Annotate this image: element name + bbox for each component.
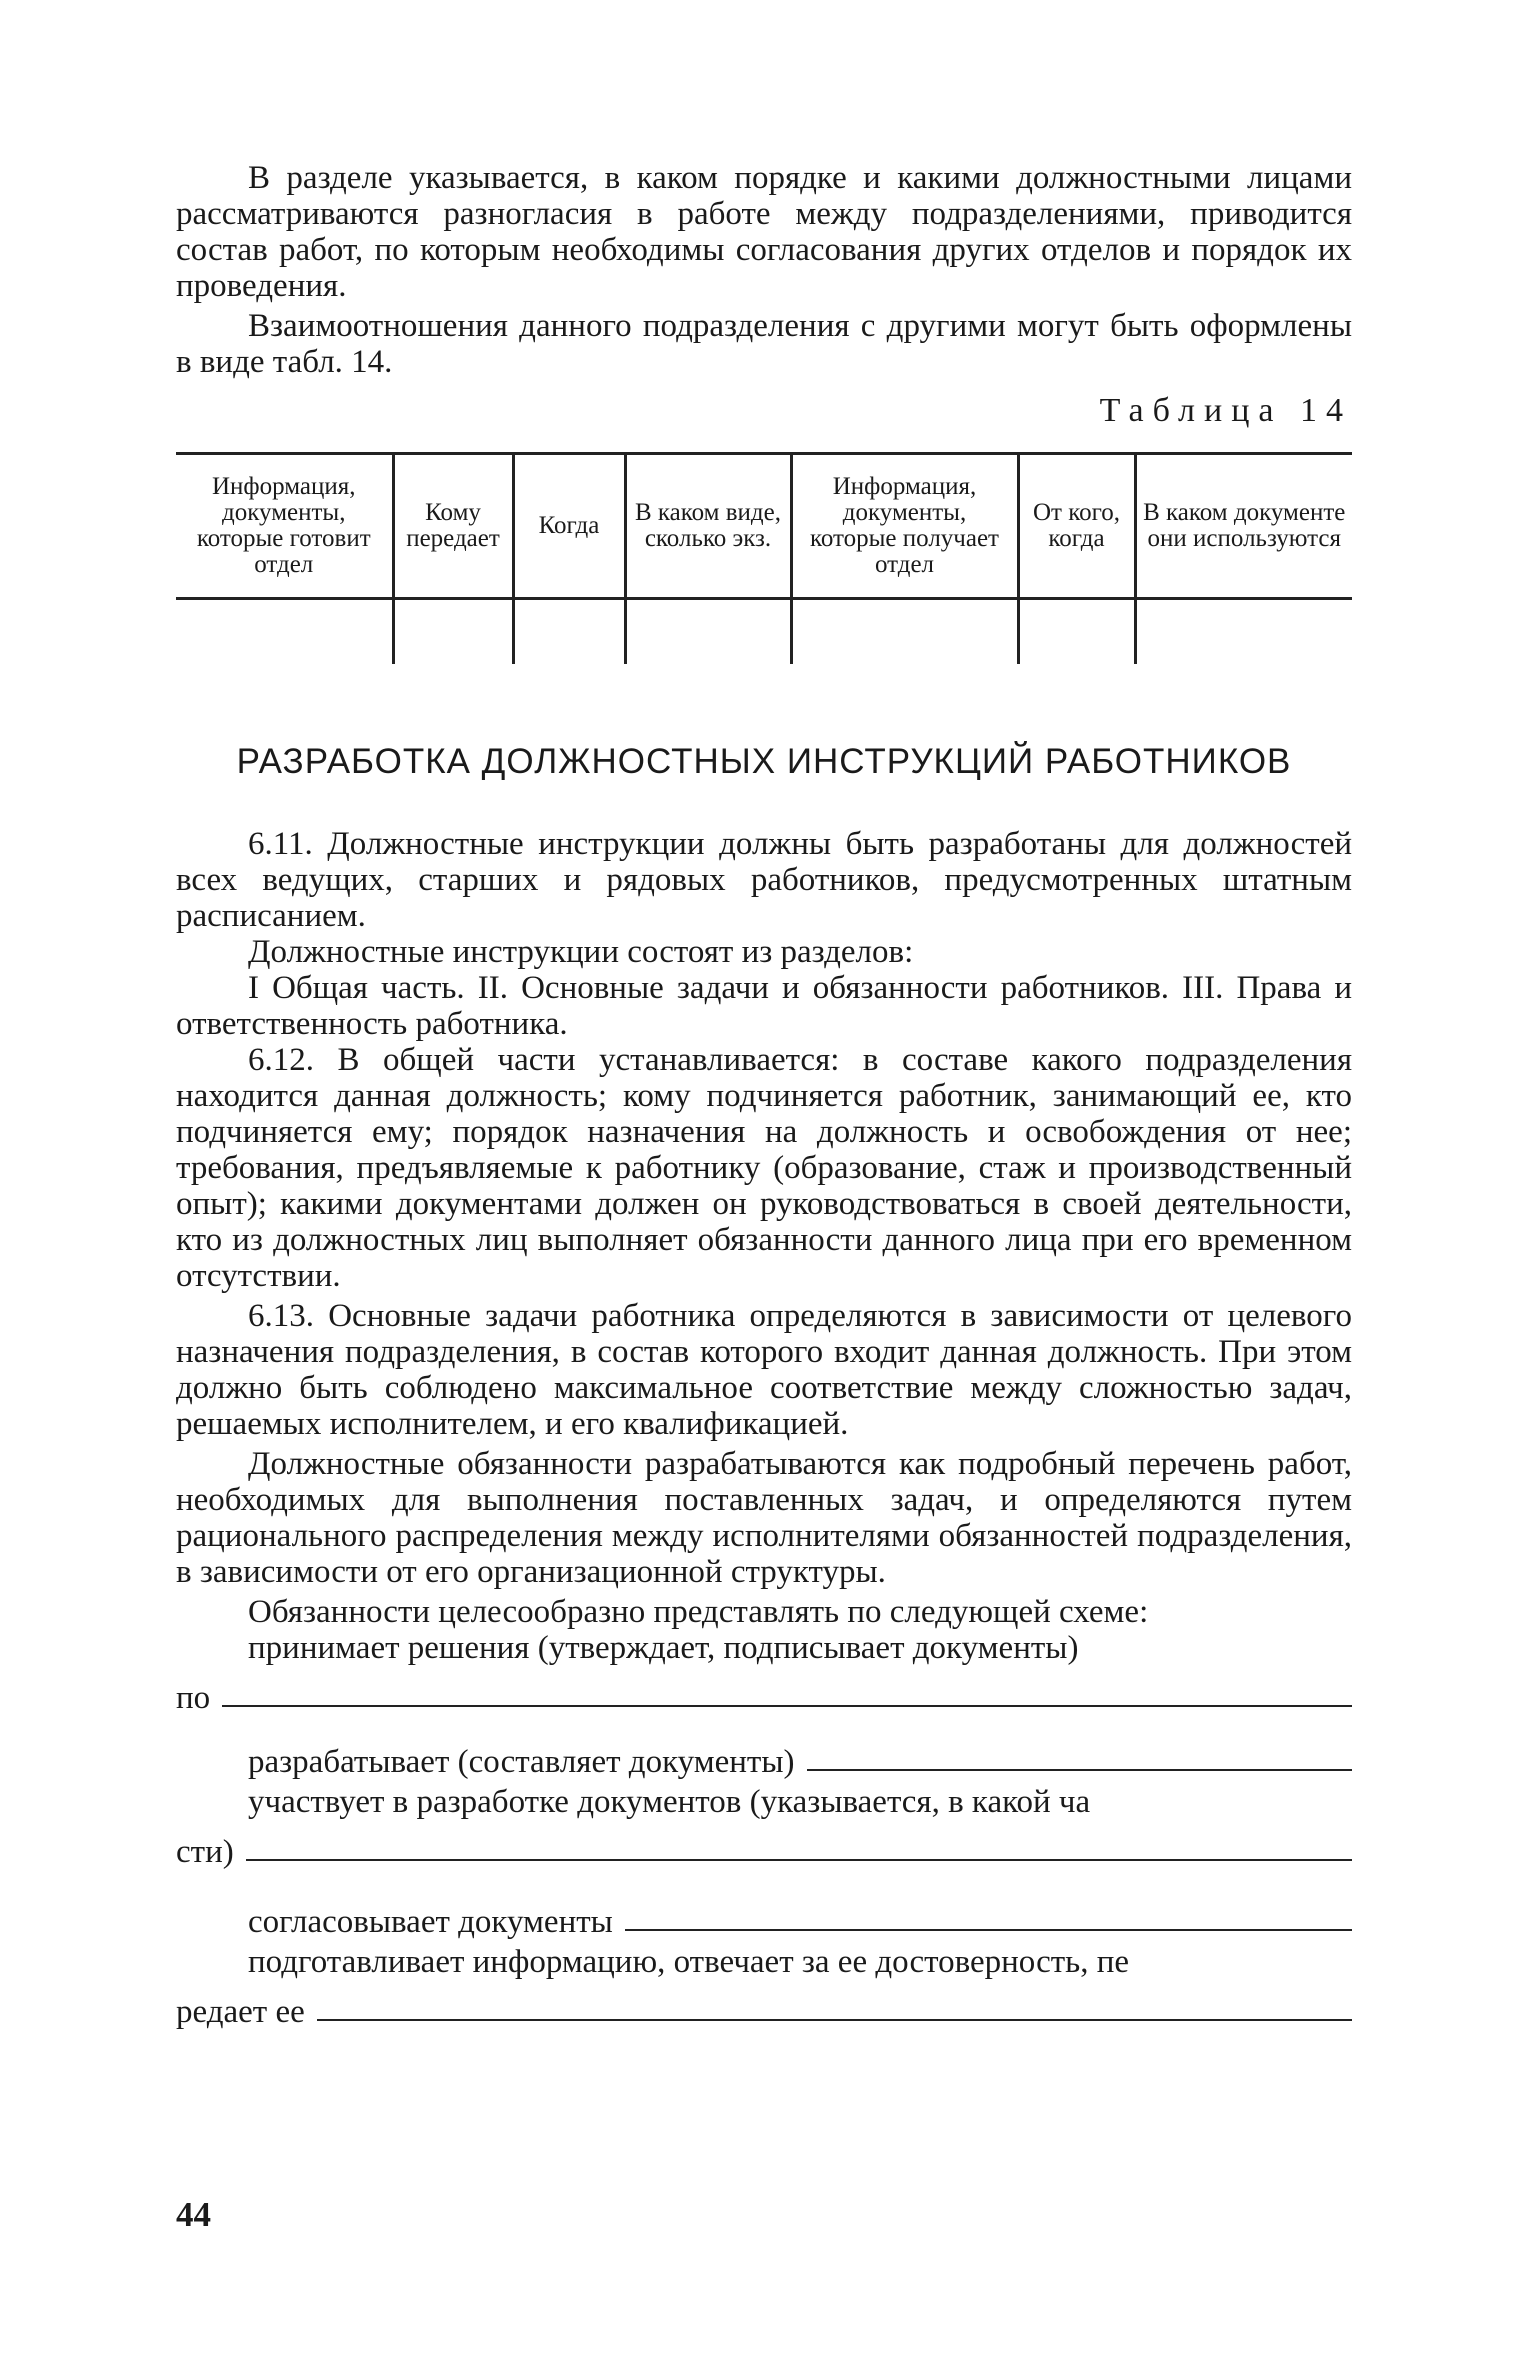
scheme-item: разрабатывает (составляет документы) <box>248 1744 795 1780</box>
fill-line <box>317 2019 1352 2021</box>
table-cell <box>393 599 513 665</box>
table-cell <box>625 599 791 665</box>
page-number: 44 <box>176 2195 211 2234</box>
table-header-cell: Когда <box>513 454 625 599</box>
scheme-item-blank <box>176 1834 1352 1870</box>
body-block <box>176 826 1352 2030</box>
intro-block <box>176 160 1352 380</box>
fill-line <box>625 1929 1352 1931</box>
scheme-item: участвует в разработке документов (указывается, в какой ча <box>248 1784 1091 1820</box>
body-paragraph: 6.11. Должностные инструкции должны быть разработаны для должностей всех ведущих, старших и рядовых работников, предусмотренных штатным расписанием. <box>176 826 1352 934</box>
relations-table <box>176 452 1352 664</box>
table-header-cell: В каком виде, сколько экз. <box>625 454 791 599</box>
scheme-item-tail: по <box>176 1680 211 1716</box>
duties-scheme <box>176 1630 1352 2030</box>
table-header-row <box>176 454 1352 599</box>
intro-paragraph: Взаимоотношения данного подразделения с другими могут быть оформлены в виде табл. 14. <box>176 308 1352 380</box>
scheme-item-blank <box>176 1994 1352 2030</box>
intro-paragraph: В разделе указывается, в каком порядке и какими должностными лицами рассматриваются разногласия в работе между подразделениями, приводится состав работ, по которым необходимы согласования других отделов и порядок их проведения. <box>176 160 1352 304</box>
table-cell <box>513 599 625 665</box>
body-paragraph: Должностные инструкции состоят из разделов: <box>248 934 914 970</box>
body-paragraph: I Общая часть. II. Основные задачи и обязанности работников. III. Права и ответственность работника. <box>176 970 1352 1042</box>
scheme-item: подготавливает информацию, отвечает за ее достоверность, пе <box>248 1944 1130 1980</box>
table-header-cell: Кому передает <box>393 454 513 599</box>
body-paragraph: Должностные обязанности разрабатываются как подробный перечень работ, необходимых для выполнения поставленных задач, и определяются путем рационального распределения между исполнителями обязанностей подразделения, в зависимости от его организационной структуры. <box>176 1446 1352 1590</box>
table-cell <box>791 599 1018 665</box>
table-header-cell: От кого, когда <box>1018 454 1135 599</box>
table-caption: Таблица 14 <box>1099 392 1352 429</box>
scheme-item-tail: редает ее <box>176 1994 305 2030</box>
fill-line <box>222 1705 1352 1707</box>
body-paragraph: Обязанности целесообразно представлять по следующей схеме: <box>248 1594 1149 1630</box>
table-cell <box>1135 599 1352 665</box>
table-cell <box>1018 599 1135 665</box>
body-paragraph: 6.13. Основные задачи работника определяются в зависимости от целевого назначения подразделения, в состав которого входит данная должность. При этом должно быть соблюдено максимальное соответствие между сложностью задач, решаемых исполнителем, и его квалификацией. <box>176 1298 1352 1442</box>
scheme-item: согласовывает документы <box>248 1904 613 1940</box>
scheme-item-blank <box>176 1680 1352 1716</box>
body-paragraph: 6.12. В общей части устанавливается: в составе какого подразделения находится данная должность; кому подчиняется работник, занимающий ее, кто подчиняется ему; порядок назначения на должность и освобождения от нее; требования, предъявляемые к работнику (образование, стаж и производственный опыт); какими документами должен он руководствоваться в своей деятельности, кто из должностных лиц выполняет обязанности данного лица при его временном отсутствии. <box>176 1042 1352 1294</box>
fill-line <box>246 1859 1352 1861</box>
scheme-item-blank <box>176 1904 1352 1940</box>
table-cell <box>176 599 393 665</box>
scheme-item-tail: сти) <box>176 1834 234 1870</box>
fill-line <box>807 1769 1353 1771</box>
table-header-cell: Информация, документы, которые получает отдел <box>791 454 1018 599</box>
table-row <box>176 599 1352 665</box>
scheme-item-blank <box>176 1744 1352 1780</box>
scheme-item: принимает решения (утверждает, подписывает документы) <box>248 1630 1079 1666</box>
section-title: РАЗРАБОТКА ДОЛЖНОСТНЫХ ИНСТРУКЦИЙ РАБОТНИКОВ <box>236 742 1292 781</box>
table-header-cell: Информация, документы, которые готовит отдел <box>176 454 393 599</box>
table-header-cell: В каком документе они используются <box>1135 454 1352 599</box>
